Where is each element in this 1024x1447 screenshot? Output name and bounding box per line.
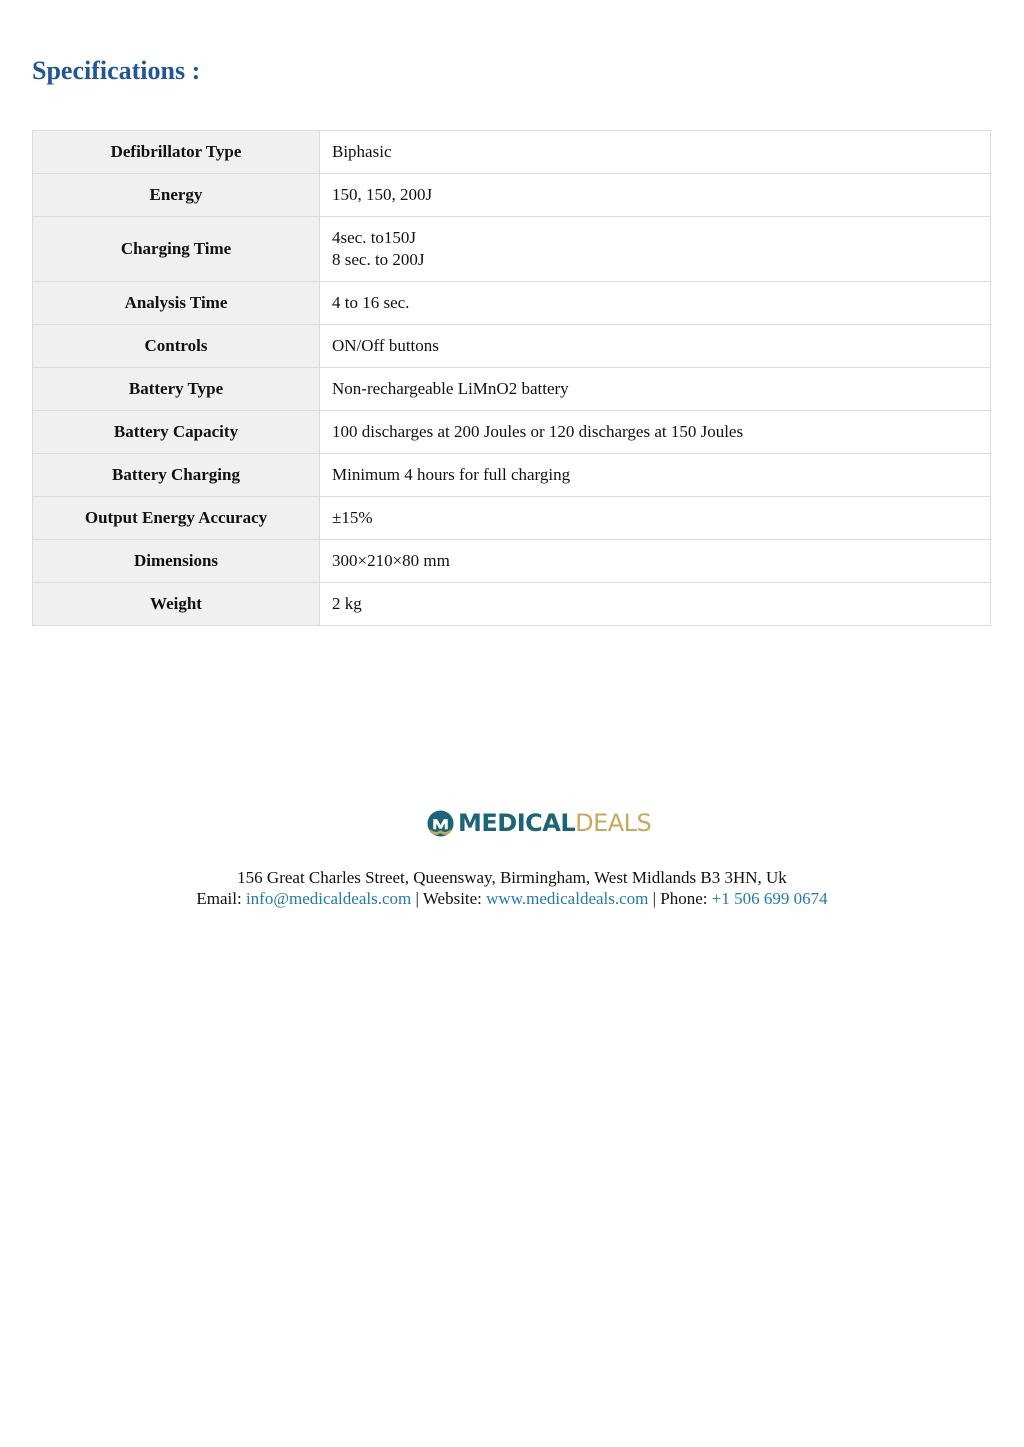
spec-label: Battery Capacity [33,411,320,454]
spec-value: Minimum 4 hours for full charging [320,454,991,497]
spec-value: Biphasic [320,131,991,174]
specifications-table [32,130,991,626]
spec-value: ON/Off buttons [320,325,991,368]
website-link[interactable]: www.medicaldeals.com [486,889,649,908]
table-row [33,325,991,368]
phone-link[interactable]: +1 506 699 0674 [711,889,828,908]
page-title: Specifications : [32,56,201,85]
phone-label: Phone: [660,889,712,908]
table-row [33,282,991,325]
spec-value: ±15% [320,497,991,540]
spec-label: Weight [33,583,320,626]
table-row [33,454,991,497]
footer [0,867,1024,909]
spec-value: Non-rechargeable LiMnO2 battery [320,368,991,411]
spec-label: Defibrillator Type [33,131,320,174]
spec-value: 4sec. to150J 8 sec. to 200J [320,217,991,282]
table-row [33,368,991,411]
table-row [33,540,991,583]
table-row [33,583,991,626]
spec-label: Analysis Time [33,282,320,325]
email-link[interactable]: info@medicaldeals.com [245,889,412,908]
table-row [33,131,991,174]
separator: | [648,889,661,908]
footer-contact-line [0,888,1024,909]
spec-label: Battery Charging [33,454,320,497]
logo-word-deals: DEALS [575,809,652,837]
website-label: Website: [422,889,487,908]
table-row [33,411,991,454]
spec-label: Energy [33,174,320,217]
logo-wordmark [458,808,651,838]
spec-value: 4 to 16 sec. [320,282,991,325]
table-row [33,174,991,217]
spec-value: 2 kg [320,583,991,626]
table-row [33,497,991,540]
spec-label: Battery Type [33,368,320,411]
spec-label: Dimensions [33,540,320,583]
logo-word-medical: MEDICAL [458,809,576,837]
spec-value: 150, 150, 200J [320,174,991,217]
spec-label: Output Energy Accuracy [33,497,320,540]
spec-label: Controls [33,325,320,368]
table-row [33,217,991,282]
separator: | [411,889,423,908]
spec-value: 100 discharges at 200 Joules or 120 discharges at 150 Joules [320,411,991,454]
email-label: Email: [196,889,246,908]
spec-label: Charging Time [33,217,320,282]
company-logo [427,808,651,838]
spec-value: 300×210×80 mm [320,540,991,583]
medical-deals-logo-icon [427,810,454,837]
footer-address: 156 Great Charles Street, Queensway, Birmingham, West Midlands B3 3HN, Uk [237,868,787,887]
